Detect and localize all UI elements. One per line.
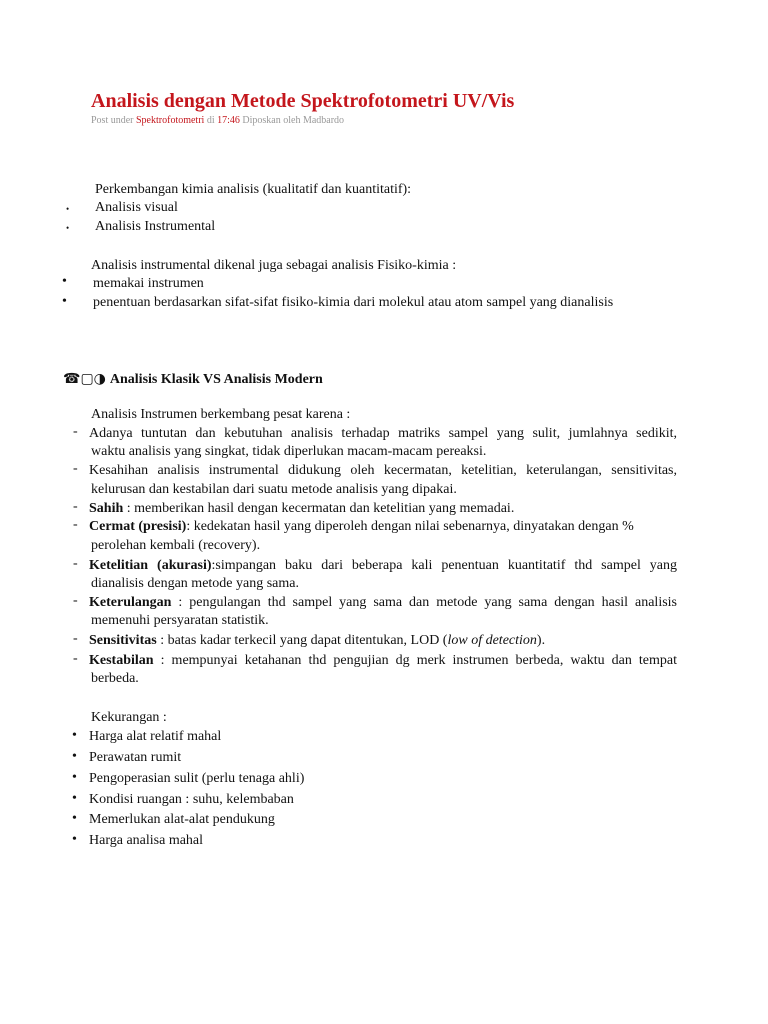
dash-marker: - <box>73 556 78 571</box>
definition: :simpangan baku dari beberapa kali penentuan kuantitatif thd sampel yang <box>211 558 677 573</box>
definition: : memberikan hasil dengan kecermatan dan ketelitian yang memadai. <box>123 501 515 516</box>
instrumental-bullet: memakai instrumen <box>93 276 204 291</box>
symbol-icons: ☎▢◑ <box>63 371 106 387</box>
dash-marker: - <box>73 461 78 476</box>
reason-item-line2: berbeda. <box>91 671 139 686</box>
term: Ketelitian (akurasi) <box>89 558 212 573</box>
dash-marker: - <box>73 651 78 666</box>
post-meta <box>91 115 344 126</box>
dash-marker: - <box>73 499 78 514</box>
intro-bullet: Analisis visual <box>95 200 178 215</box>
section-heading <box>63 370 323 388</box>
bullet-dot: • <box>72 791 77 806</box>
meta-suffix: Diposkan oleh Madbardo <box>242 115 345 126</box>
intro-lead: Perkembangan kimia analisis (kualitatif dan kuantitatif): <box>95 182 412 197</box>
instrumental-lead: Analisis instrumental dikenal juga sebagai analisis Fisiko-kimia : <box>91 258 457 273</box>
reason-item-line1: Kesahihan analisis instrumental didukung oleh kecermatan, ketelitian, keterulangan, sensitivitas, <box>89 463 677 478</box>
bullet-dot: • <box>72 749 77 764</box>
reason-item <box>89 557 677 575</box>
dash-marker: - <box>73 424 78 439</box>
intro-bullet: Analisis Instrumental <box>95 219 216 234</box>
reason-item <box>89 594 677 612</box>
definition: : batas kadar terkecil yang dapat ditentukan, LOD ( <box>156 633 448 648</box>
category-link[interactable]: Spektrofotometri <box>136 115 205 126</box>
post-title[interactable]: Analisis dengan Metode Spektrofotometri UV/Vis <box>91 90 515 112</box>
drawback-item: Harga analisa mahal <box>89 833 204 848</box>
bullet-dot: • <box>72 832 77 847</box>
reason-item <box>89 518 634 536</box>
reason-item-line2: perolehan kembali (recovery). <box>91 538 261 553</box>
term: Keterulangan <box>89 595 172 610</box>
bullet-dot: • <box>62 274 67 289</box>
definition-tail: ). <box>536 633 546 648</box>
drawback-item: Harga alat relatif mahal <box>89 729 222 744</box>
drawback-item: Perawatan rumit <box>89 750 182 765</box>
reason-item-line2: waktu analisis yang singkat, tidak diperlukan macam-macam pereaksi. <box>91 444 487 459</box>
dash-marker: - <box>73 631 78 646</box>
dash-marker: - <box>73 593 78 608</box>
definition: : pengulangan thd sampel yang sama dan metode yang sama dengan hasil analisis <box>171 595 677 610</box>
time-link[interactable]: 17:46 <box>217 115 240 126</box>
term: Kestabilan <box>89 653 154 668</box>
drawback-item: Memerlukan alat-alat pendukung <box>89 812 275 827</box>
dash-marker: - <box>73 517 78 532</box>
bullet-dot: • <box>66 223 70 233</box>
meta-prefix: Post under <box>91 115 134 126</box>
definition-italic: low of detection <box>447 633 537 648</box>
definition: : kedekatan hasil yang diperoleh dengan nilai sebenarnya, dinyatakan dengan % <box>186 519 634 534</box>
reason-item-line2: memenuhi persyaratan statistik. <box>91 613 269 628</box>
reason-item-line1: Adanya tuntutan dan kebutuhan analisis terhadap matriks sampel yang sulit, jumlahnya sedikit, <box>89 426 677 441</box>
reason-item <box>89 500 514 518</box>
reason-item <box>89 632 545 650</box>
bullet-dot: • <box>62 294 67 309</box>
term: Sensitivitas <box>89 633 157 648</box>
instrumental-bullet: penentuan berdasarkan sifat-sifat fisiko-kimia dari molekul atau atom sampel yang dianalisis <box>93 295 614 310</box>
bullet-dot: • <box>72 811 77 826</box>
term: Cermat (presisi) <box>89 519 187 534</box>
bullet-dot: • <box>72 728 77 743</box>
drawback-item: Kondisi ruangan : suhu, kelembaban <box>89 792 294 807</box>
reasons-lead: Analisis Instrumen berkembang pesat karena : <box>91 407 351 422</box>
meta-at: di <box>206 115 215 126</box>
reason-item-line2: kelurusan dan kestabilan dari suatu metode analisis yang dipakai. <box>91 482 457 497</box>
drawbacks-lead: Kekurangan : <box>91 710 167 725</box>
bullet-dot: • <box>72 770 77 785</box>
reason-item <box>89 652 677 670</box>
drawback-item: Pengoperasian sulit (perlu tenaga ahli) <box>89 771 305 786</box>
bullet-dot: • <box>66 204 70 214</box>
definition: : mempunyai ketahanan thd pengujian dg merk instrumen berbeda, waktu dan tempat <box>153 653 677 668</box>
term: Sahih <box>89 501 124 516</box>
reason-item-line2: dianalisis dengan metode yang sama. <box>91 576 299 591</box>
heading-text: Analisis Klasik VS Analisis Modern <box>109 372 323 387</box>
